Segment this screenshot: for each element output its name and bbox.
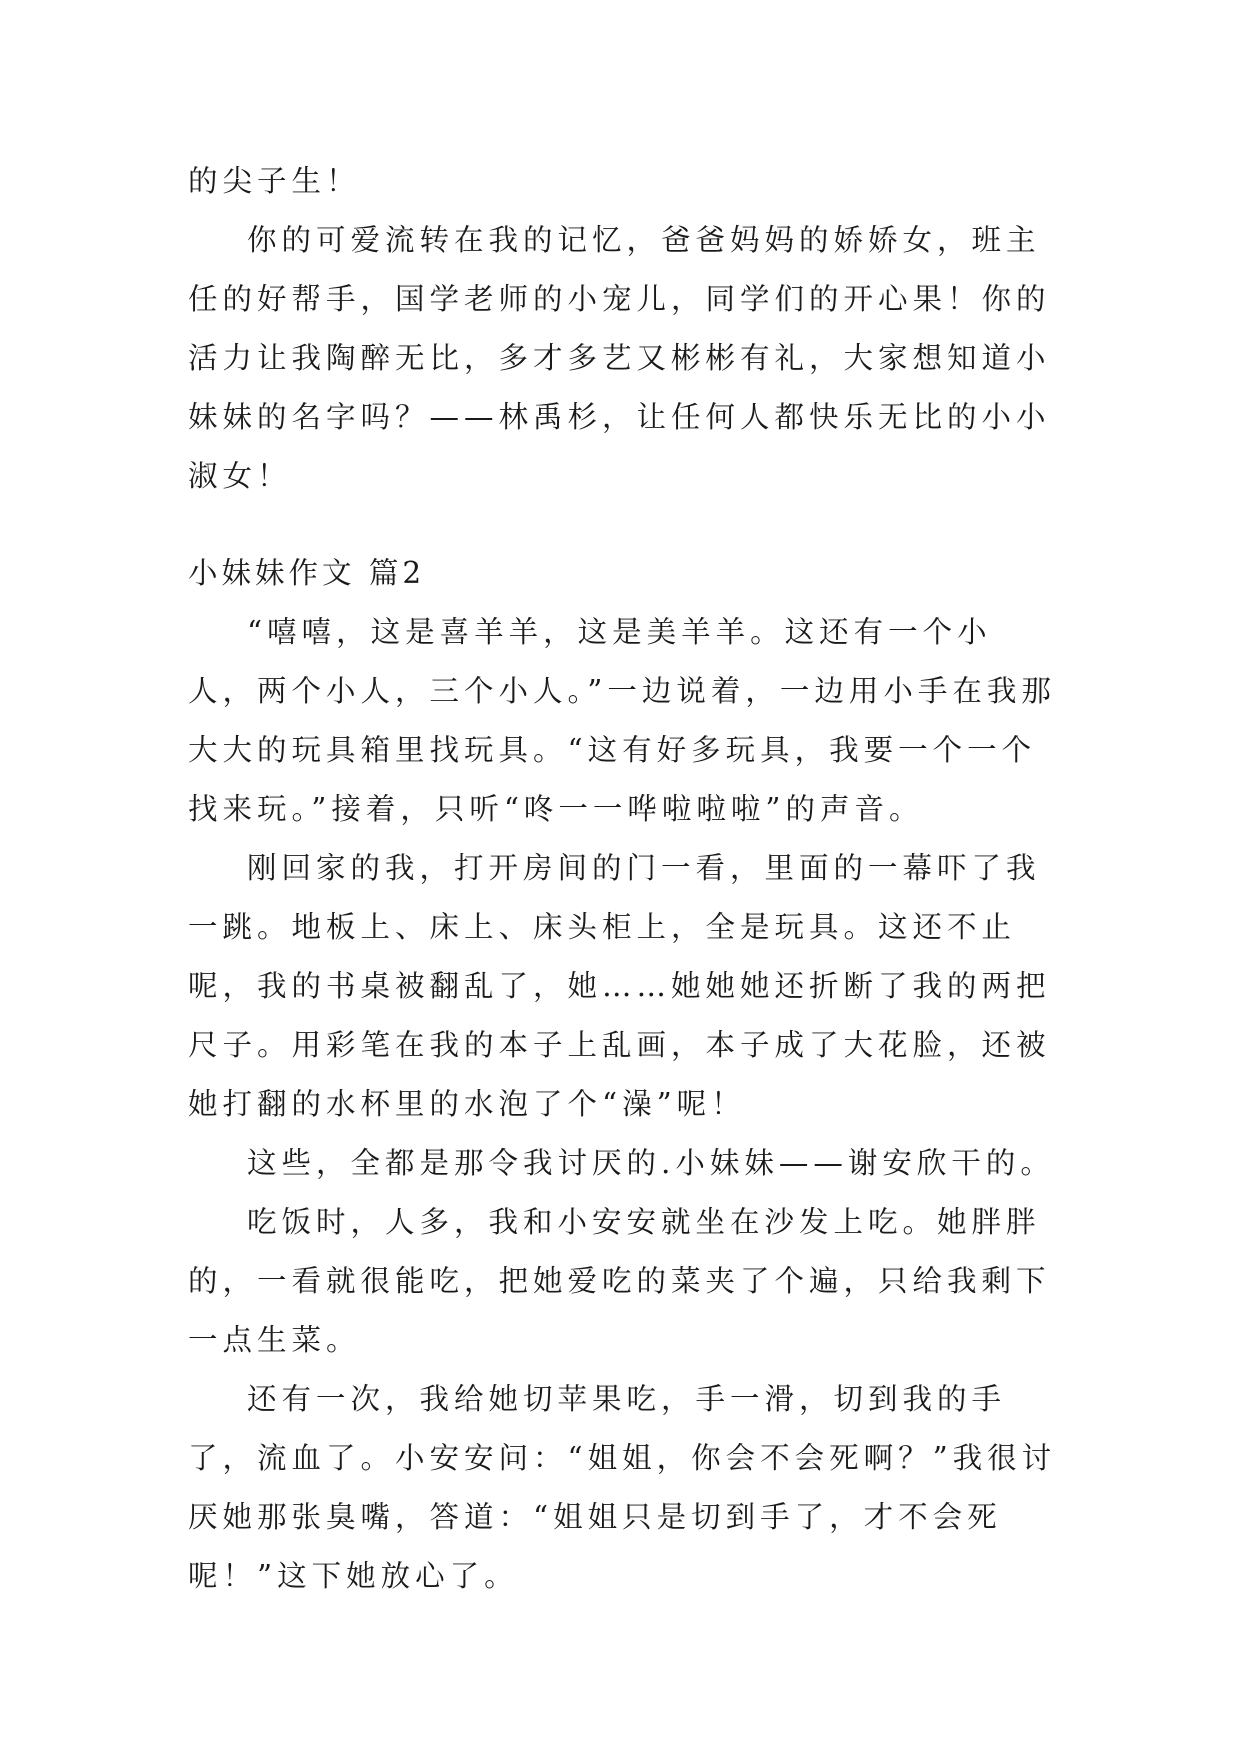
paragraph: 这些，全都是那令我讨厌的.小妹妹——谢安欣干的。 bbox=[247, 1146, 1055, 1180]
section-heading: 小妹妹作文 篇2 bbox=[188, 556, 426, 590]
paragraph: 还有一次，我给她切苹果吃，手一滑，切到我的手了，流血了。小安安问：“姐姐，你会不会死啊？”我很讨厌她那张臭嘴，答道：“姐姐只是切到手了，才不会死呢！”这下她放心了。 bbox=[188, 1382, 1057, 1593]
paragraph: “嘻嘻，这是喜羊羊，这是美羊羊。这还有一个小人，两个小人，三个小人。”一边说着，一边用小手在我那大大的玩具箱里找玩具。“这有好多玩具，我要一个一个找来玩。”接着，只听“咚一一哗啦啦啦”的声音。 bbox=[188, 615, 1056, 826]
paragraph: 刚回家的我，打开房间的门一看，里面的一幕吓了我一跳。地板上、床上、床头柜上，全是玩具。这还不止呢，我的书桌被翻乱了，她……她她她还折断了我的两把尺子。用彩笔在我的本子上乱画，本子成了大花脸，还被她打翻的水杯里的水泡了个“澡”呢！ bbox=[188, 851, 1051, 1121]
paragraph: 你的可爱流转在我的记忆，爸爸妈妈的娇娇女，班主任的好帮手，国学老师的小宠儿，同学们的开心果！你的活力让我陶醉无比，多才多艺又彬彬有礼，大家想知道小妹妹的名字吗？——林禹杉，让任何人都快乐无比的小小淑女！ bbox=[188, 223, 1051, 493]
document-body bbox=[188, 152, 1058, 1606]
paragraph: 吃饭时，人多，我和小安安就坐在沙发上吃。她胖胖的，一看就很能吃，把她爱吃的菜夹了个遍，只给我剩下一点生菜。 bbox=[188, 1205, 1051, 1357]
paragraph-continuation: 的尖子生！ bbox=[188, 164, 361, 198]
